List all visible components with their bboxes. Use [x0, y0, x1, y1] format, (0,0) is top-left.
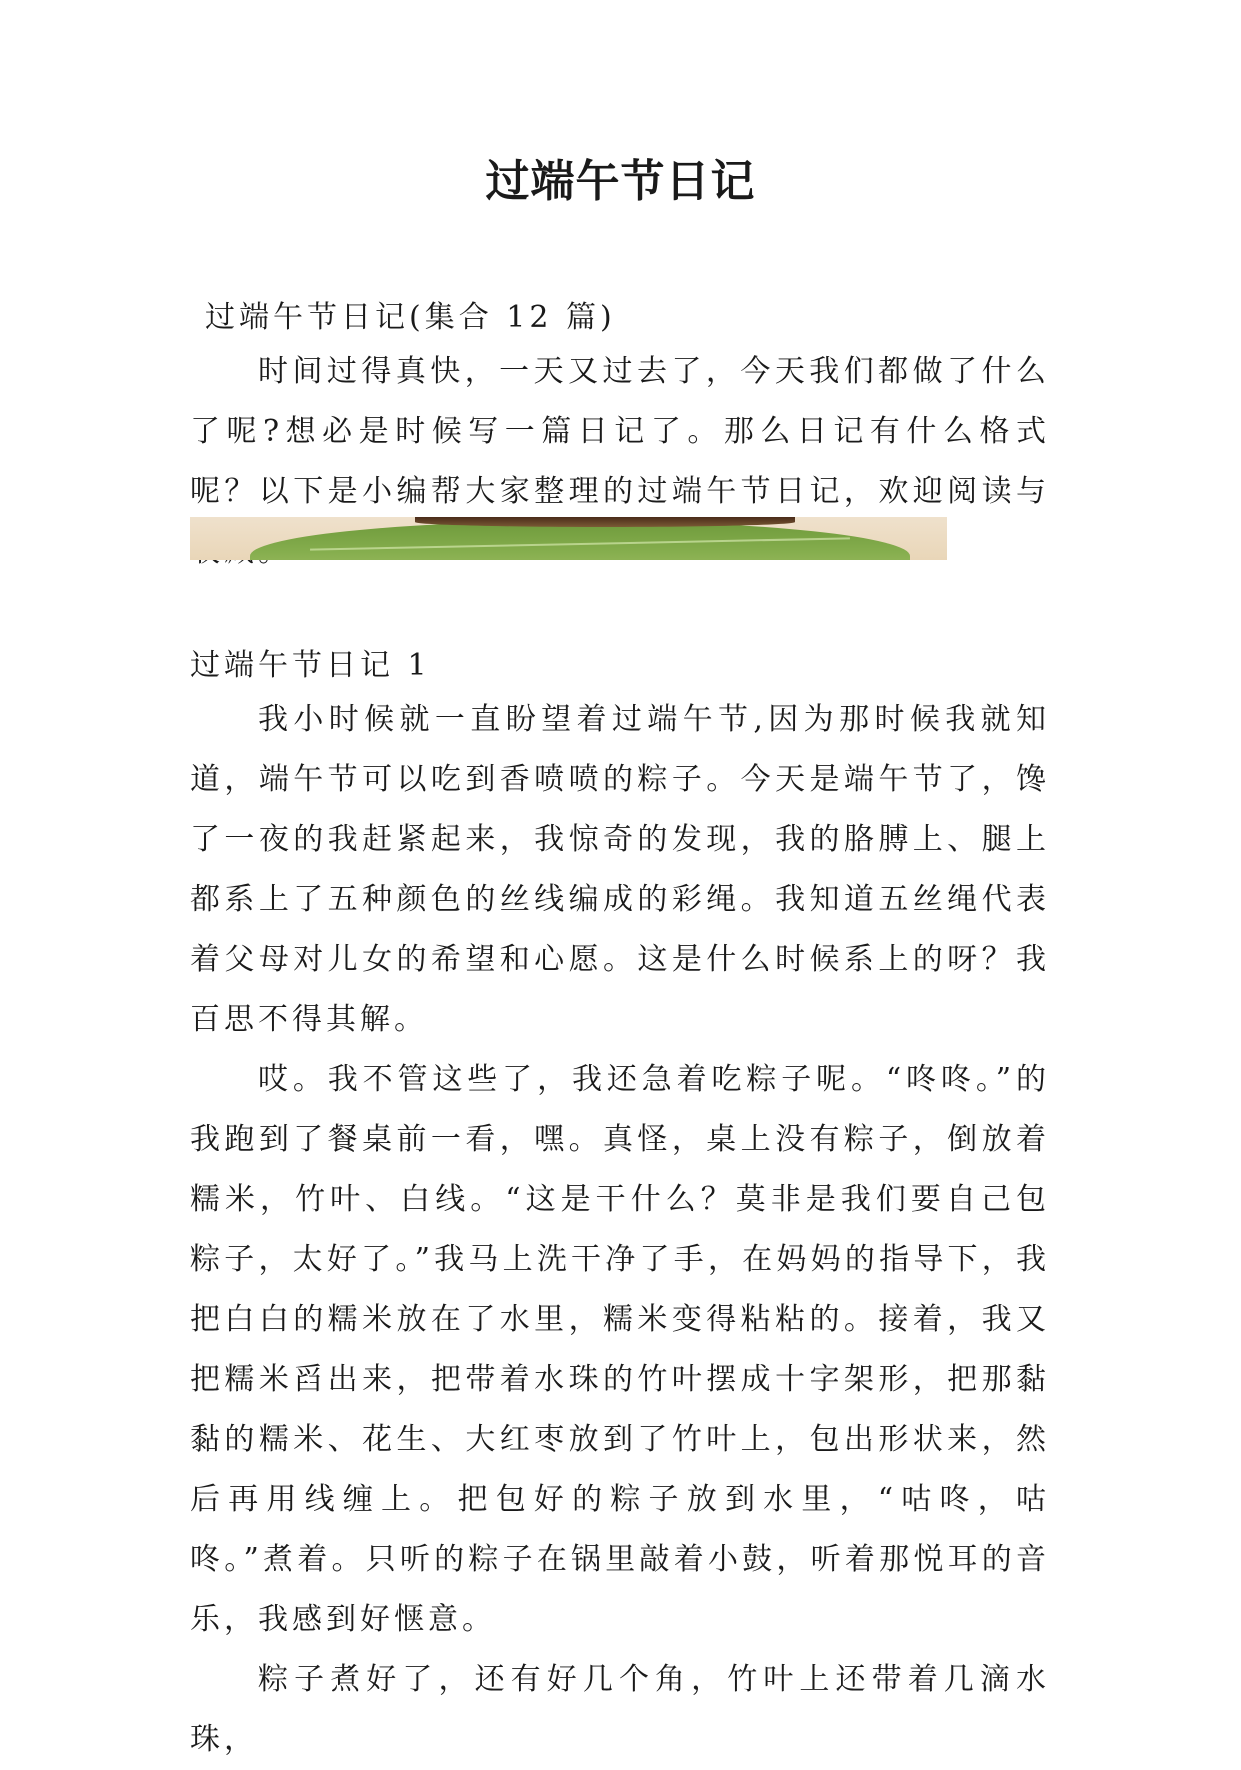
- document-subtitle: 过端午节日记(集合 12 篇): [205, 300, 616, 335]
- zongzi-edge: [415, 517, 795, 527]
- document-title: 过端午节日记: [485, 156, 756, 207]
- zongzi-leaf-image: [190, 517, 947, 560]
- diary-1-heading: 过端午节日记 1: [190, 648, 431, 683]
- diary-1-paragraph: 哎。我不管这些了，我还急着吃粽子呢。“咚咚。”的我跑到了餐桌前一看，嘿。真怪，桌上没有粽子，倒放着糯米，竹叶、白线。“这是干什么？莫非是我们要自己包粽子，太好了。”我马上洗干净了手，在妈妈的指导下，我把白白的糯米放在了水里，糯米变得粘粘的。接着，我又把糯米舀出来，把带着水珠的竹叶摆成十字架形，把那黏黏的糯米、花生、大红枣放到了竹叶上，包出形状来，然后再用线缠上。把包好的粽子放到水里，“咕咚，咕咚。”煮着。只听的粽子在锅里敲着小鼓，听着那悦耳的音乐，我感到好惬意。: [190, 1062, 1050, 1637]
- diary-1-paragraph: 我小时候就一直盼望着过端午节,因为那时候我就知道，端午节可以吃到香喷喷的粽子。今天是端午节了，馋了一夜的我赶紧起来，我惊奇的发现，我的胳膊上、腿上都系上了五种颜色的丝线编成的彩绳。我知道五丝绳代表着父母对儿女的希望和心愿。这是什么时候系上的呀？我百思不得其解。: [190, 702, 1050, 1037]
- diary-1-paragraph: 粽子煮好了，还有好几个角，竹叶上还带着几滴水珠，: [190, 1662, 1050, 1757]
- diary-1-body: [190, 690, 1050, 1770]
- intro-paragraph: 时间过得真快，一天又过去了，今天我们都做了什么了呢?想必是时候写一篇日记了。那么日记有什么格式呢？以下是小编帮大家整理的过端午节日记，欢迎阅读与: [190, 354, 1050, 509]
